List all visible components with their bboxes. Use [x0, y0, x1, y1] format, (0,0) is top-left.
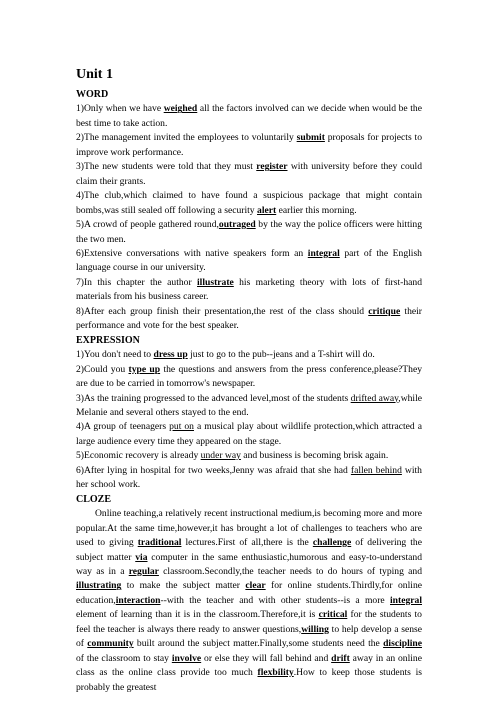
- word-item: 8)After each group finish their presentation,the rest of the class should critique their performance and vote for the best speaker.: [76, 305, 422, 332]
- answer-word: type up: [128, 363, 161, 375]
- word-item: 3)The new students were told that they must register with university before they could claim their grants.: [76, 161, 422, 187]
- cloze-paragraph: Online teaching,a relatively recent instructional medium,is becoming more and more popular.At the same time,however,it has brought a lot of challenges to teachers who are used to giving traditional lectures.First of all,there is the challenge of delivering the subject matter via computer in the same enthusiastic,humorous and easy-to-understand way as in a regular classroom.Secondly,the teacher needs to do hours of typing and illustrating to make the subject matter clear for online students.Thirdly,for online education,interaction--with the teacher and with other students--is a more integral element of learning than it is in the classroom.Therefore,it is critical for the students to feel the teacher is always there ready to answer questions,willing to help develop a sense of community built around the subject matter.Finally,some students need the discipline of the classroom to stay involve or else they will fall behind and drift away in an online class as the online class provide too much flexbility.How to keep those students is probably the greatest: [76, 508, 423, 693]
- answer-word: traditional: [137, 537, 182, 549]
- answer-word: register: [256, 161, 288, 173]
- answer-word: alert: [257, 204, 277, 216]
- answer-word: dress up: [153, 349, 188, 361]
- answer-word: integral: [390, 594, 422, 606]
- word-item: 4)The club,which claimed to have found a suspicious package that might contain bombs,was still sealed off following a security alert earlier this morning.: [76, 190, 422, 216]
- word-item: 5)A crowd of people gathered round,outraged by the way the police officers were hitting the two men.: [76, 219, 422, 245]
- answer-phrase: put on: [169, 421, 194, 433]
- answer-word: challenge: [312, 537, 352, 549]
- answer-word: flexbility: [257, 667, 294, 679]
- answer-word: weighed: [163, 103, 198, 115]
- answer-word: critical: [318, 609, 348, 621]
- answer-word: integral: [307, 247, 340, 259]
- document-page: [76, 66, 422, 695]
- answer-word: submit: [296, 132, 325, 144]
- expression-heading: EXPRESSION: [76, 334, 140, 346]
- answer-word: illustrating: [76, 580, 122, 592]
- answer-word: critique: [368, 305, 401, 317]
- answer-phrase: drifted away: [350, 392, 399, 404]
- word-heading: WORD: [76, 89, 109, 100]
- answer-word: involve: [171, 652, 202, 664]
- answer-word: regular: [128, 565, 159, 577]
- word-item: 2)The management invited the employees to voluntarily submit proposals for projects to improve work performance.: [76, 132, 422, 158]
- answer-word: drift: [331, 652, 350, 664]
- cloze-heading: CLOZE: [76, 493, 112, 505]
- answer-word: clear: [245, 580, 266, 592]
- answer-word: willing: [301, 623, 329, 635]
- answer-word: outraged: [218, 219, 256, 231]
- answer-word: via: [135, 551, 148, 563]
- word-item: 7)In this chapter the author illustrate his marketing theory with lots of first-hand materials from his business career.: [76, 276, 422, 303]
- word-item: 1)Only when we have weighed all the factors involved can we decide when would be the best time to take action.: [76, 103, 422, 129]
- expression-item: 3)As the training progressed to the advanced level,most of the students drifted away,while Melanie and several others stayed to the end.: [76, 392, 423, 418]
- expression-item: 5)Economic recovery is already under way and business is becoming brisk again.: [76, 450, 389, 462]
- answer-phrase: under way: [200, 450, 241, 462]
- word-item: 6)Extensive conversations with native speakers form an integral part of the English language course in our university.: [76, 247, 422, 274]
- answer-word: illustrate: [197, 276, 234, 288]
- expression-item: 4)A group of teenagers put on a musical play about wildlife protection,which attracted a large audience every time they appeared on the stage.: [76, 421, 422, 447]
- expression-item: 1)You don't need to dress up just to go to the pub--jeans and a T-shirt will do.: [76, 349, 375, 361]
- answer-word: community: [87, 638, 134, 650]
- answer-phrase: fallen behind: [350, 464, 402, 476]
- word-items: [76, 102, 422, 333]
- expression-item: 6)After lying in hospital for two weeks,Jenny was afraid that she had fallen behind with her school work.: [76, 464, 422, 491]
- answer-word: interaction: [115, 594, 161, 606]
- expression-item: 2)Could you type up the questions and answers from the press conference,please?They are due to be carried in tomorrow's newspaper.: [76, 363, 423, 390]
- answer-word: discipline: [383, 638, 422, 650]
- expression-items: [76, 348, 422, 493]
- unit-title: Unit 1: [76, 67, 113, 82]
